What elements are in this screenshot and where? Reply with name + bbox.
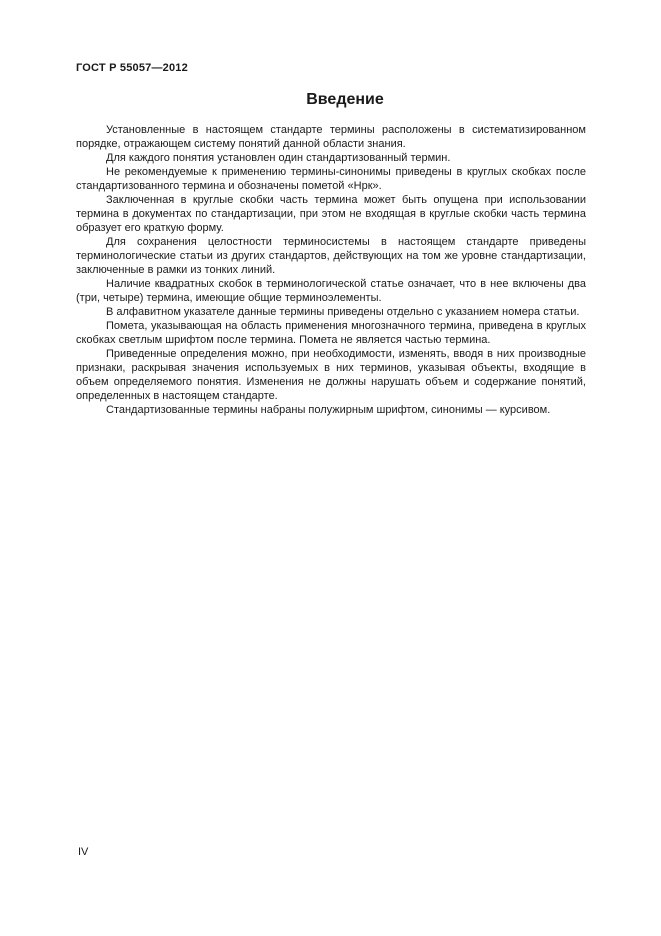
paragraph: Установленные в настоящем стандарте термины расположены в систематизированном порядке, отражающем систему понятий данной области знания. (76, 124, 586, 150)
paragraph: Для сохранения целостности терминосистемы в настоящем стандарте приведены терминологические статьи из других стандартов, действующих на том же уровне стандартизации, заключенные в рамки из тонких линий. (76, 236, 586, 276)
paragraph: Не рекомендуемые к применению термины-синонимы приведены в круглых скобках после стандартизованного термина и обозначены пометой «Нрк». (76, 166, 586, 192)
page-number: IV (78, 846, 89, 858)
paragraph: Заключенная в круглые скобки часть термина может быть опущена при использовании термина в документах по стандартизации, при этом не входящая в круглые скобки часть термина образует его краткую форму. (76, 194, 586, 234)
paragraph: Наличие квадратных скобок в терминологической статье означает, что в нее включены два (три, четыре) термина, имеющие общие терминоэлементы. (76, 278, 586, 304)
doc-number: ГОСТ Р 55057—2012 (76, 62, 188, 74)
paragraph: В алфавитном указателе данные термины приведены отдельно с указанием номера статьи. (106, 306, 580, 318)
paragraph: Помета, указывающая на область применения многозначного термина, приведена в круглых скобках светлым шрифтом после термина. Помета не является частью термина. (76, 320, 586, 346)
introduction-paragraphs (76, 123, 586, 417)
page-title: Введение (306, 91, 384, 108)
paragraph: Стандартизованные термины набраны полужирным шрифтом, синонимы — курсивом. (106, 404, 551, 416)
paragraph: Приведенные определения можно, при необходимости, изменять, вводя в них производные признаки, раскрывая значения используемых в них терминов, указывая объекты, входящие в объем определяемого понятия. Изменения не должны нарушать объем и содержание понятий, определенных в настоящем стандарте. (76, 348, 586, 402)
paragraph: Для каждого понятия установлен один стандартизованный термин. (106, 152, 451, 164)
